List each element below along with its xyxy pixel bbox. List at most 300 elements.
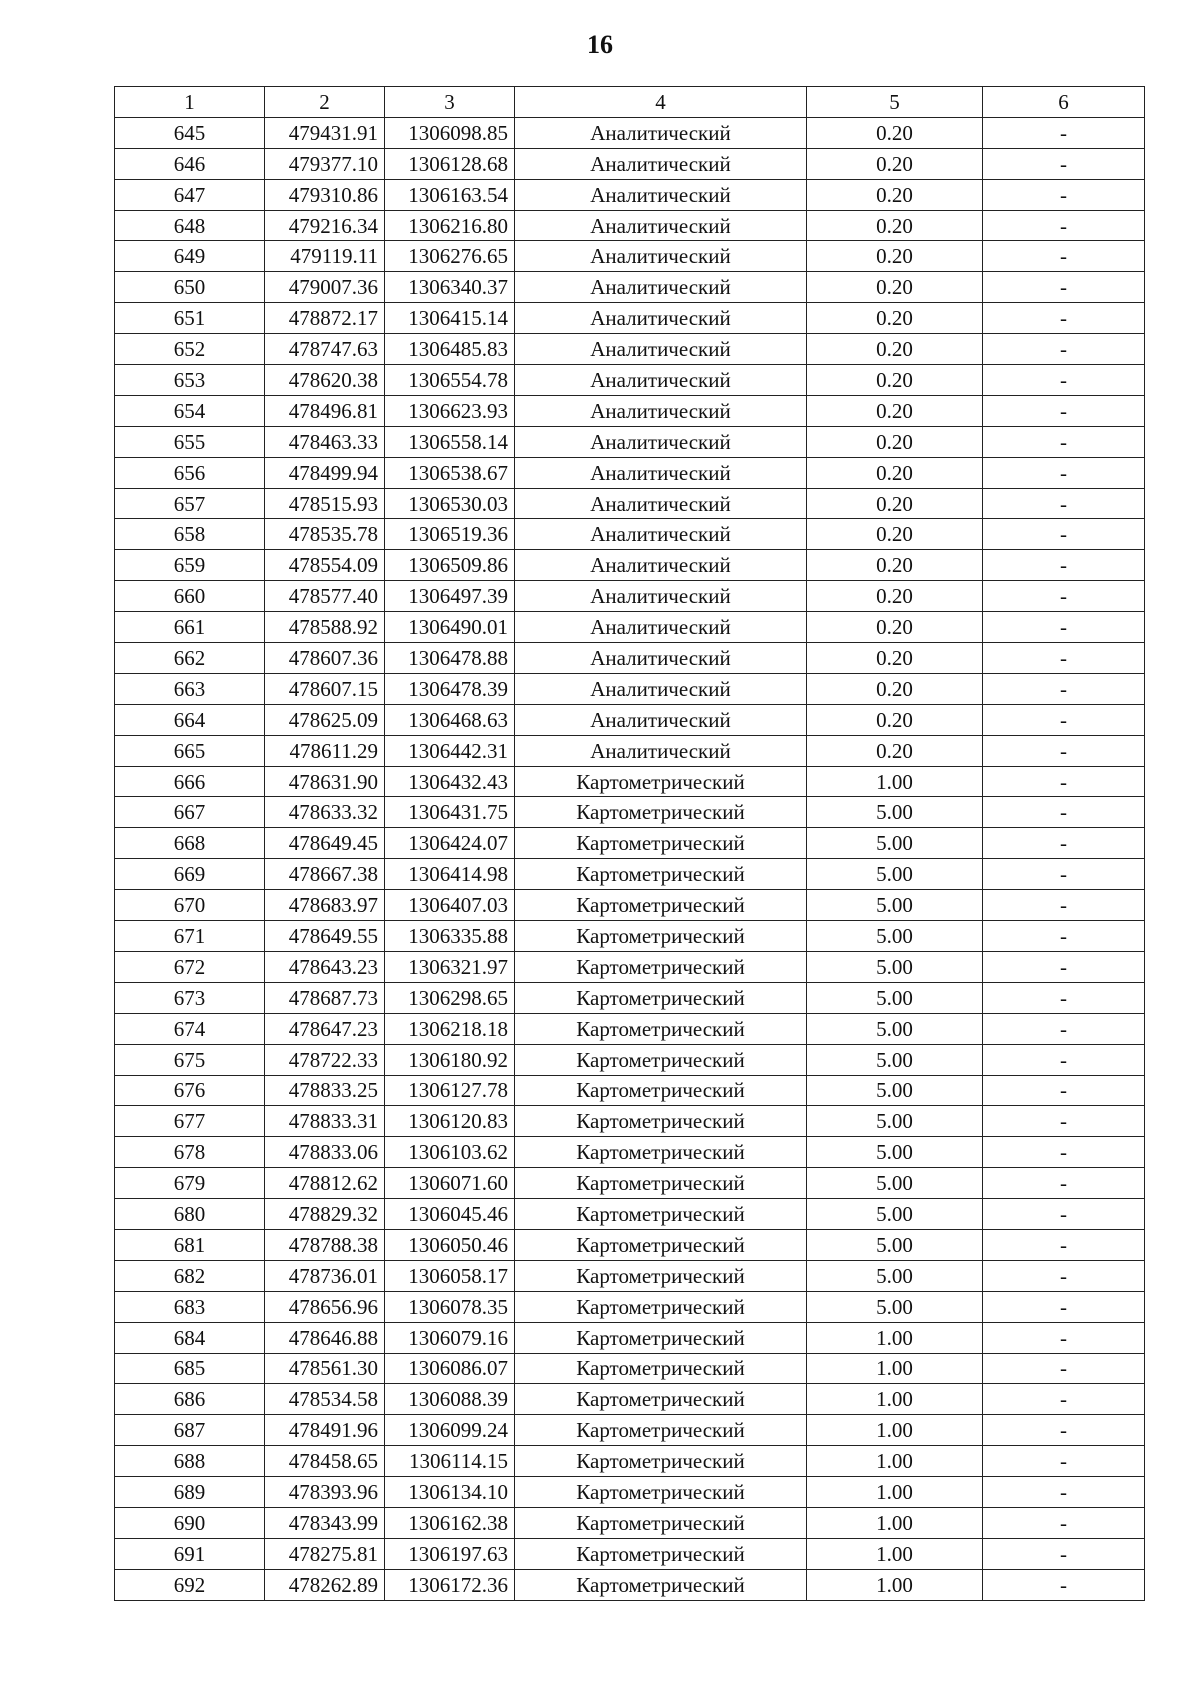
point-number-cell: 669 — [115, 859, 265, 890]
accuracy-cell: 0.20 — [807, 210, 983, 241]
accuracy-cell: 5.00 — [807, 1106, 983, 1137]
accuracy-cell: 0.20 — [807, 735, 983, 766]
column-header: 6 — [983, 87, 1145, 118]
note-cell: - — [983, 643, 1145, 674]
y-coordinate-cell: 1306340.37 — [385, 272, 515, 303]
table-row — [115, 982, 1145, 1013]
note-cell: - — [983, 488, 1145, 519]
note-cell: - — [983, 859, 1145, 890]
x-coordinate-cell: 478687.73 — [265, 982, 385, 1013]
point-number-cell: 672 — [115, 951, 265, 982]
point-number-cell: 666 — [115, 766, 265, 797]
note-cell: - — [983, 1415, 1145, 1446]
table-row — [115, 612, 1145, 643]
y-coordinate-cell: 1306128.68 — [385, 148, 515, 179]
method-cell: Картометрический — [515, 1199, 807, 1230]
x-coordinate-cell: 478829.32 — [265, 1199, 385, 1230]
accuracy-cell: 5.00 — [807, 1137, 983, 1168]
note-cell: - — [983, 117, 1145, 148]
y-coordinate-cell: 1306127.78 — [385, 1075, 515, 1106]
x-coordinate-cell: 478872.17 — [265, 303, 385, 334]
method-cell: Аналитический — [515, 519, 807, 550]
method-cell: Картометрический — [515, 1384, 807, 1415]
note-cell: - — [983, 581, 1145, 612]
method-cell: Картометрический — [515, 1415, 807, 1446]
table-row — [115, 457, 1145, 488]
x-coordinate-cell: 478499.94 — [265, 457, 385, 488]
table-row — [115, 426, 1145, 457]
note-cell: - — [983, 457, 1145, 488]
table-row — [115, 1353, 1145, 1384]
column-header: 5 — [807, 87, 983, 118]
y-coordinate-cell: 1306172.36 — [385, 1569, 515, 1600]
note-cell: - — [983, 766, 1145, 797]
x-coordinate-cell: 478643.23 — [265, 951, 385, 982]
table-row — [115, 1260, 1145, 1291]
note-cell: - — [983, 1507, 1145, 1538]
x-coordinate-cell: 478631.90 — [265, 766, 385, 797]
y-coordinate-cell: 1306468.63 — [385, 704, 515, 735]
table-row — [115, 704, 1145, 735]
method-cell: Аналитический — [515, 365, 807, 396]
table-row — [115, 581, 1145, 612]
accuracy-cell: 5.00 — [807, 1199, 983, 1230]
table-row — [115, 1569, 1145, 1600]
method-cell: Картометрический — [515, 1013, 807, 1044]
column-header: 4 — [515, 87, 807, 118]
page-number: 16 — [587, 30, 613, 59]
method-cell: Картометрический — [515, 828, 807, 859]
y-coordinate-cell: 1306298.65 — [385, 982, 515, 1013]
y-coordinate-cell: 1306478.39 — [385, 673, 515, 704]
y-coordinate-cell: 1306530.03 — [385, 488, 515, 519]
accuracy-cell: 0.20 — [807, 395, 983, 426]
point-number-cell: 674 — [115, 1013, 265, 1044]
accuracy-cell: 5.00 — [807, 982, 983, 1013]
accuracy-cell: 0.20 — [807, 426, 983, 457]
accuracy-cell: 0.20 — [807, 550, 983, 581]
method-cell: Картометрический — [515, 1229, 807, 1260]
method-cell: Аналитический — [515, 334, 807, 365]
table-row — [115, 272, 1145, 303]
x-coordinate-cell: 478647.23 — [265, 1013, 385, 1044]
x-coordinate-cell: 478534.58 — [265, 1384, 385, 1415]
table-row — [115, 550, 1145, 581]
point-number-cell: 650 — [115, 272, 265, 303]
y-coordinate-cell: 1306218.18 — [385, 1013, 515, 1044]
method-cell: Аналитический — [515, 612, 807, 643]
method-cell: Картометрический — [515, 1353, 807, 1384]
method-cell: Картометрический — [515, 982, 807, 1013]
note-cell: - — [983, 210, 1145, 241]
method-cell: Картометрический — [515, 1477, 807, 1508]
table-row — [115, 797, 1145, 828]
accuracy-cell: 1.00 — [807, 1507, 983, 1538]
note-cell: - — [983, 241, 1145, 272]
x-coordinate-cell: 478722.33 — [265, 1044, 385, 1075]
point-number-cell: 652 — [115, 334, 265, 365]
x-coordinate-cell: 478646.88 — [265, 1322, 385, 1353]
point-number-cell: 654 — [115, 395, 265, 426]
accuracy-cell: 0.20 — [807, 148, 983, 179]
table-row — [115, 921, 1145, 952]
accuracy-cell: 1.00 — [807, 766, 983, 797]
y-coordinate-cell: 1306050.46 — [385, 1229, 515, 1260]
accuracy-cell: 0.20 — [807, 488, 983, 519]
table-row — [115, 334, 1145, 365]
y-coordinate-cell: 1306134.10 — [385, 1477, 515, 1508]
x-coordinate-cell: 478496.81 — [265, 395, 385, 426]
x-coordinate-cell: 478607.36 — [265, 643, 385, 674]
accuracy-cell: 5.00 — [807, 797, 983, 828]
method-cell: Картометрический — [515, 1569, 807, 1600]
point-number-cell: 671 — [115, 921, 265, 952]
table-row — [115, 1199, 1145, 1230]
note-cell: - — [983, 395, 1145, 426]
table-row — [115, 1044, 1145, 1075]
table-row — [115, 1322, 1145, 1353]
note-cell: - — [983, 1260, 1145, 1291]
method-cell: Картометрический — [515, 890, 807, 921]
x-coordinate-cell: 478491.96 — [265, 1415, 385, 1446]
x-coordinate-cell: 478393.96 — [265, 1477, 385, 1508]
y-coordinate-cell: 1306045.46 — [385, 1199, 515, 1230]
note-cell: - — [983, 148, 1145, 179]
point-number-cell: 670 — [115, 890, 265, 921]
y-coordinate-cell: 1306558.14 — [385, 426, 515, 457]
y-coordinate-cell: 1306424.07 — [385, 828, 515, 859]
note-cell: - — [983, 1199, 1145, 1230]
x-coordinate-cell: 478588.92 — [265, 612, 385, 643]
method-cell: Аналитический — [515, 581, 807, 612]
table-row — [115, 1291, 1145, 1322]
point-number-cell: 676 — [115, 1075, 265, 1106]
note-cell: - — [983, 179, 1145, 210]
point-number-cell: 667 — [115, 797, 265, 828]
method-cell: Аналитический — [515, 488, 807, 519]
table-row — [115, 395, 1145, 426]
accuracy-cell: 1.00 — [807, 1477, 983, 1508]
y-coordinate-cell: 1306078.35 — [385, 1291, 515, 1322]
x-coordinate-cell: 478515.93 — [265, 488, 385, 519]
y-coordinate-cell: 1306114.15 — [385, 1446, 515, 1477]
x-coordinate-cell: 478561.30 — [265, 1353, 385, 1384]
note-cell: - — [983, 272, 1145, 303]
point-number-cell: 688 — [115, 1446, 265, 1477]
method-cell: Аналитический — [515, 550, 807, 581]
table-row — [115, 890, 1145, 921]
point-number-cell: 660 — [115, 581, 265, 612]
table-row — [115, 210, 1145, 241]
accuracy-cell: 0.20 — [807, 272, 983, 303]
note-cell: - — [983, 612, 1145, 643]
point-number-cell: 684 — [115, 1322, 265, 1353]
method-cell: Картометрический — [515, 951, 807, 982]
method-cell: Картометрический — [515, 1075, 807, 1106]
method-cell: Картометрический — [515, 1446, 807, 1477]
point-number-cell: 645 — [115, 117, 265, 148]
y-coordinate-cell: 1306079.16 — [385, 1322, 515, 1353]
point-number-cell: 665 — [115, 735, 265, 766]
x-coordinate-cell: 478463.33 — [265, 426, 385, 457]
method-cell: Аналитический — [515, 241, 807, 272]
x-coordinate-cell: 478833.31 — [265, 1106, 385, 1137]
table-row — [115, 179, 1145, 210]
accuracy-cell: 0.20 — [807, 365, 983, 396]
note-cell: - — [983, 1569, 1145, 1600]
accuracy-cell: 5.00 — [807, 1013, 983, 1044]
x-coordinate-cell: 478667.38 — [265, 859, 385, 890]
point-number-cell: 689 — [115, 1477, 265, 1508]
table-row — [115, 859, 1145, 890]
x-coordinate-cell: 478788.38 — [265, 1229, 385, 1260]
y-coordinate-cell: 1306163.54 — [385, 179, 515, 210]
y-coordinate-cell: 1306197.63 — [385, 1538, 515, 1569]
note-cell: - — [983, 890, 1145, 921]
x-coordinate-cell: 478656.96 — [265, 1291, 385, 1322]
note-cell: - — [983, 1538, 1145, 1569]
method-cell: Картометрический — [515, 1137, 807, 1168]
accuracy-cell: 1.00 — [807, 1322, 983, 1353]
x-coordinate-cell: 478607.15 — [265, 673, 385, 704]
point-number-cell: 690 — [115, 1507, 265, 1538]
x-coordinate-cell: 478833.06 — [265, 1137, 385, 1168]
method-cell: Картометрический — [515, 1044, 807, 1075]
note-cell: - — [983, 334, 1145, 365]
x-coordinate-cell: 478649.55 — [265, 921, 385, 952]
method-cell: Аналитический — [515, 210, 807, 241]
accuracy-cell: 0.20 — [807, 117, 983, 148]
note-cell: - — [983, 1168, 1145, 1199]
table-row — [115, 365, 1145, 396]
x-coordinate-cell: 478625.09 — [265, 704, 385, 735]
y-coordinate-cell: 1306321.97 — [385, 951, 515, 982]
point-number-cell: 653 — [115, 365, 265, 396]
y-coordinate-cell: 1306490.01 — [385, 612, 515, 643]
y-coordinate-cell: 1306554.78 — [385, 365, 515, 396]
point-number-cell: 675 — [115, 1044, 265, 1075]
x-coordinate-cell: 478535.78 — [265, 519, 385, 550]
y-coordinate-cell: 1306086.07 — [385, 1353, 515, 1384]
point-number-cell: 648 — [115, 210, 265, 241]
table-row — [115, 1415, 1145, 1446]
accuracy-cell: 0.20 — [807, 179, 983, 210]
accuracy-cell: 5.00 — [807, 828, 983, 859]
table-row — [115, 241, 1145, 272]
table-row — [115, 1075, 1145, 1106]
x-coordinate-cell: 478649.45 — [265, 828, 385, 859]
x-coordinate-cell: 478833.25 — [265, 1075, 385, 1106]
x-coordinate-cell: 478736.01 — [265, 1260, 385, 1291]
x-coordinate-cell: 478554.09 — [265, 550, 385, 581]
accuracy-cell: 5.00 — [807, 1044, 983, 1075]
method-cell: Аналитический — [515, 643, 807, 674]
method-cell: Картометрический — [515, 1260, 807, 1291]
accuracy-cell: 5.00 — [807, 1075, 983, 1106]
note-cell: - — [983, 1013, 1145, 1044]
table-header-row — [115, 87, 1145, 118]
accuracy-cell: 5.00 — [807, 1260, 983, 1291]
x-coordinate-cell: 479310.86 — [265, 179, 385, 210]
method-cell: Аналитический — [515, 303, 807, 334]
point-number-cell: 655 — [115, 426, 265, 457]
x-coordinate-cell: 478458.65 — [265, 1446, 385, 1477]
point-number-cell: 691 — [115, 1538, 265, 1569]
note-cell: - — [983, 1044, 1145, 1075]
note-cell: - — [983, 1446, 1145, 1477]
x-coordinate-cell: 478577.40 — [265, 581, 385, 612]
table-row — [115, 117, 1145, 148]
accuracy-cell: 1.00 — [807, 1538, 983, 1569]
accuracy-cell: 1.00 — [807, 1384, 983, 1415]
point-number-cell: 649 — [115, 241, 265, 272]
y-coordinate-cell: 1306519.36 — [385, 519, 515, 550]
table-row — [115, 735, 1145, 766]
note-cell: - — [983, 951, 1145, 982]
table-body — [115, 117, 1145, 1600]
y-coordinate-cell: 1306335.88 — [385, 921, 515, 952]
method-cell: Картометрический — [515, 921, 807, 952]
table-row — [115, 1229, 1145, 1260]
point-number-cell: 662 — [115, 643, 265, 674]
x-coordinate-cell: 478620.38 — [265, 365, 385, 396]
method-cell: Аналитический — [515, 179, 807, 210]
accuracy-cell: 0.20 — [807, 581, 983, 612]
note-cell: - — [983, 1229, 1145, 1260]
note-cell: - — [983, 519, 1145, 550]
accuracy-cell: 0.20 — [807, 673, 983, 704]
x-coordinate-cell: 479377.10 — [265, 148, 385, 179]
point-number-cell: 658 — [115, 519, 265, 550]
y-coordinate-cell: 1306415.14 — [385, 303, 515, 334]
accuracy-cell: 5.00 — [807, 951, 983, 982]
note-cell: - — [983, 797, 1145, 828]
y-coordinate-cell: 1306088.39 — [385, 1384, 515, 1415]
accuracy-cell: 1.00 — [807, 1415, 983, 1446]
method-cell: Картометрический — [515, 1168, 807, 1199]
y-coordinate-cell: 1306414.98 — [385, 859, 515, 890]
table-row — [115, 1137, 1145, 1168]
point-number-cell: 646 — [115, 148, 265, 179]
point-number-cell: 668 — [115, 828, 265, 859]
accuracy-cell: 5.00 — [807, 890, 983, 921]
accuracy-cell: 1.00 — [807, 1446, 983, 1477]
method-cell: Картометрический — [515, 1322, 807, 1353]
point-number-cell: 687 — [115, 1415, 265, 1446]
method-cell: Аналитический — [515, 117, 807, 148]
table-row — [115, 1013, 1145, 1044]
table-row — [115, 519, 1145, 550]
point-number-cell: 677 — [115, 1106, 265, 1137]
point-number-cell: 685 — [115, 1353, 265, 1384]
table-row — [115, 643, 1145, 674]
y-coordinate-cell: 1306478.88 — [385, 643, 515, 674]
column-header: 1 — [115, 87, 265, 118]
coordinates-table — [114, 86, 1145, 1601]
note-cell: - — [983, 1477, 1145, 1508]
y-coordinate-cell: 1306509.86 — [385, 550, 515, 581]
table-row — [115, 1168, 1145, 1199]
table-row — [115, 1507, 1145, 1538]
accuracy-cell: 5.00 — [807, 859, 983, 890]
method-cell: Аналитический — [515, 148, 807, 179]
note-cell: - — [983, 982, 1145, 1013]
x-coordinate-cell: 478262.89 — [265, 1569, 385, 1600]
table-row — [115, 766, 1145, 797]
x-coordinate-cell: 478611.29 — [265, 735, 385, 766]
method-cell: Аналитический — [515, 704, 807, 735]
method-cell: Аналитический — [515, 395, 807, 426]
table-row — [115, 148, 1145, 179]
point-number-cell: 673 — [115, 982, 265, 1013]
note-cell: - — [983, 673, 1145, 704]
point-number-cell: 680 — [115, 1199, 265, 1230]
accuracy-cell: 0.20 — [807, 519, 983, 550]
table-row — [115, 951, 1145, 982]
point-number-cell: 647 — [115, 179, 265, 210]
method-cell: Картометрический — [515, 1291, 807, 1322]
point-number-cell: 692 — [115, 1569, 265, 1600]
accuracy-cell: 5.00 — [807, 921, 983, 952]
note-cell: - — [983, 1106, 1145, 1137]
method-cell: Аналитический — [515, 272, 807, 303]
note-cell: - — [983, 1353, 1145, 1384]
y-coordinate-cell: 1306276.65 — [385, 241, 515, 272]
table-row — [115, 1538, 1145, 1569]
method-cell: Картометрический — [515, 1106, 807, 1137]
x-coordinate-cell: 478343.99 — [265, 1507, 385, 1538]
y-coordinate-cell: 1306098.85 — [385, 117, 515, 148]
y-coordinate-cell: 1306497.39 — [385, 581, 515, 612]
column-header: 3 — [385, 87, 515, 118]
accuracy-cell: 0.20 — [807, 334, 983, 365]
column-header: 2 — [265, 87, 385, 118]
accuracy-cell: 1.00 — [807, 1353, 983, 1384]
method-cell: Картометрический — [515, 766, 807, 797]
accuracy-cell: 0.20 — [807, 241, 983, 272]
note-cell: - — [983, 1291, 1145, 1322]
note-cell: - — [983, 303, 1145, 334]
point-number-cell: 659 — [115, 550, 265, 581]
point-number-cell: 661 — [115, 612, 265, 643]
y-coordinate-cell: 1306180.92 — [385, 1044, 515, 1075]
accuracy-cell: 0.20 — [807, 643, 983, 674]
table-row — [115, 1106, 1145, 1137]
note-cell: - — [983, 1322, 1145, 1353]
y-coordinate-cell: 1306431.75 — [385, 797, 515, 828]
note-cell: - — [983, 1384, 1145, 1415]
x-coordinate-cell: 479007.36 — [265, 272, 385, 303]
accuracy-cell: 5.00 — [807, 1291, 983, 1322]
x-coordinate-cell: 479119.11 — [265, 241, 385, 272]
accuracy-cell: 0.20 — [807, 303, 983, 334]
note-cell: - — [983, 704, 1145, 735]
accuracy-cell: 0.20 — [807, 704, 983, 735]
accuracy-cell: 5.00 — [807, 1229, 983, 1260]
method-cell: Картометрический — [515, 1507, 807, 1538]
y-coordinate-cell: 1306162.38 — [385, 1507, 515, 1538]
y-coordinate-cell: 1306538.67 — [385, 457, 515, 488]
table-row — [115, 1477, 1145, 1508]
note-cell: - — [983, 1137, 1145, 1168]
note-cell: - — [983, 426, 1145, 457]
accuracy-cell: 1.00 — [807, 1569, 983, 1600]
table-row — [115, 673, 1145, 704]
y-coordinate-cell: 1306099.24 — [385, 1415, 515, 1446]
table-row — [115, 828, 1145, 859]
method-cell: Картометрический — [515, 1538, 807, 1569]
method-cell: Аналитический — [515, 457, 807, 488]
